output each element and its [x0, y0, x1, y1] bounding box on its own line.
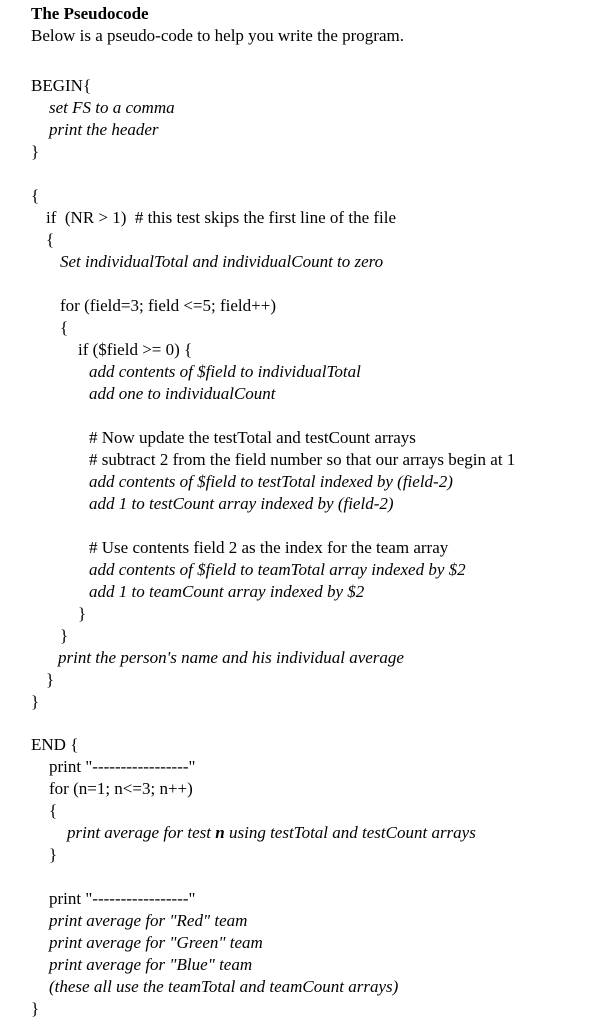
end-close: } [31, 999, 40, 1018]
set-line: Set individualTotal and individualCount to zero [60, 252, 384, 271]
comment-line-2: # subtract 2 from the field number so that our arrays begin at 1 [89, 450, 516, 469]
add-line-3: add contents of $field to testTotal indexed by (field-2) [89, 472, 453, 491]
end-for-open: { [49, 801, 58, 820]
add-line-6: add 1 to teamCount array indexed by $2 [89, 582, 365, 601]
begin-keyword: BEGIN{ [31, 76, 92, 95]
arrays-note-line: (these all use the teamTotal and teamCount arrays) [49, 977, 399, 996]
if-open: { [46, 230, 55, 249]
page-title: The Pseudocode [31, 4, 149, 23]
average-test-line [67, 823, 476, 843]
comment-line-1: # Now update the testTotal and testCount arrays [89, 428, 416, 447]
add-line-1: add contents of $field to individualTotal [89, 362, 361, 381]
average-test-pre: print average for test [67, 823, 216, 842]
average-blue-line: print average for "Blue" team [49, 955, 253, 974]
end-for-line: for (n=1; n<=3; n++) [49, 779, 193, 798]
close-if: } [46, 670, 55, 689]
print-dash-1: print "-----------------" [49, 757, 196, 776]
close-inner-if: } [78, 604, 87, 623]
average-test-post: using testTotal and testCount arrays [224, 823, 476, 842]
close-main: } [31, 692, 40, 711]
average-red-line: print average for "Red" team [49, 911, 248, 930]
end-for-close: } [49, 845, 58, 864]
begin-line-1: set FS to a comma [49, 98, 175, 117]
main-open: { [31, 186, 40, 205]
inner-if-line: if ($field >= 0) { [78, 340, 193, 359]
add-line-4: add 1 to testCount array indexed by (field-2) [89, 494, 394, 513]
average-green-line: print average for "Green" team [49, 933, 263, 952]
average-test-n: n [215, 823, 225, 842]
print-dash-2: print "-----------------" [49, 889, 196, 908]
add-line-2: add one to individualCount [89, 384, 276, 403]
for-line: for (field=3; field <=5; field++) [60, 296, 276, 315]
for-open: { [60, 318, 69, 337]
end-keyword: END { [31, 735, 79, 754]
close-for: } [60, 626, 69, 645]
begin-close: } [31, 142, 40, 161]
if-line: if (NR > 1) # this test skips the first line of the file [46, 208, 397, 227]
add-line-5: add contents of $field to teamTotal array indexed by $2 [89, 560, 466, 579]
begin-line-2: print the header [49, 120, 159, 139]
intro-text: Below is a pseudo-code to help you write the program. [31, 26, 404, 45]
comment-line-3: # Use contents field 2 as the index for the team array [89, 538, 449, 557]
print-person-line: print the person's name and his individual average [58, 648, 404, 667]
